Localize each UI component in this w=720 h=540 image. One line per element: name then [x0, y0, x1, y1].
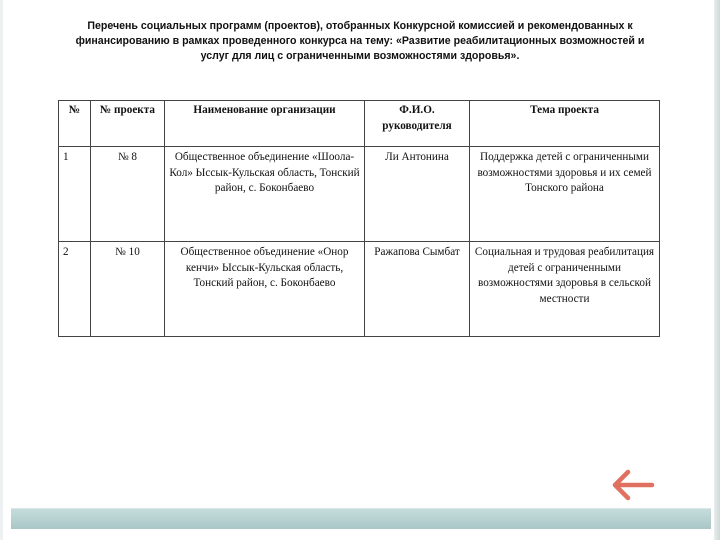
left-arrow-icon [610, 468, 656, 502]
cell-organization: Общественное объединение «Онор кенчи» Ыссык-Кульская область, Тонский район, с. Боконбаево [165, 242, 365, 337]
cell-topic: Социальная и трудовая реабилитация детей с ограниченными возможностями здоровья в сельской местности [470, 242, 660, 337]
table-row [59, 242, 660, 337]
cell-topic: Поддержка детей с ограниченными возможностями здоровья и их семей Тонского района [470, 147, 660, 242]
header-organization: Наименование организации [165, 101, 365, 147]
cell-project-number: № 10 [91, 242, 165, 337]
bottom-bar [11, 508, 711, 529]
table-row [59, 147, 660, 242]
cell-number: 1 [59, 147, 91, 242]
back-button[interactable] [610, 468, 656, 502]
cell-leader: Ражапова Сымбат [365, 242, 470, 337]
programs-table [58, 100, 660, 337]
header-topic: Тема проекта [470, 101, 660, 147]
slide-left-edge [0, 0, 3, 540]
cell-project-number: № 8 [91, 147, 165, 242]
cell-organization: Общественное объединение «Шоола-Кол» Ыссык-Кульская область, Тонский район, с. Боконбаево [165, 147, 365, 242]
cell-number: 2 [59, 242, 91, 337]
header-number: № [59, 101, 91, 147]
header-leader: Ф.И.О. руководителя [365, 101, 470, 147]
page-title: Перечень социальных программ (проектов), отобранных Конкурсной комиссией и рекомендованных к финансированию в рамках проведенного конкурса на тему: «Развитие реабилитационных возможностей и услуг для лиц с ограниченными возможностями здоровья». [75, 20, 645, 62]
cell-leader: Ли Антонина [365, 147, 470, 242]
slide-right-edge [714, 0, 720, 540]
table-header-row [59, 101, 660, 147]
header-project-number: № проекта [91, 101, 165, 147]
